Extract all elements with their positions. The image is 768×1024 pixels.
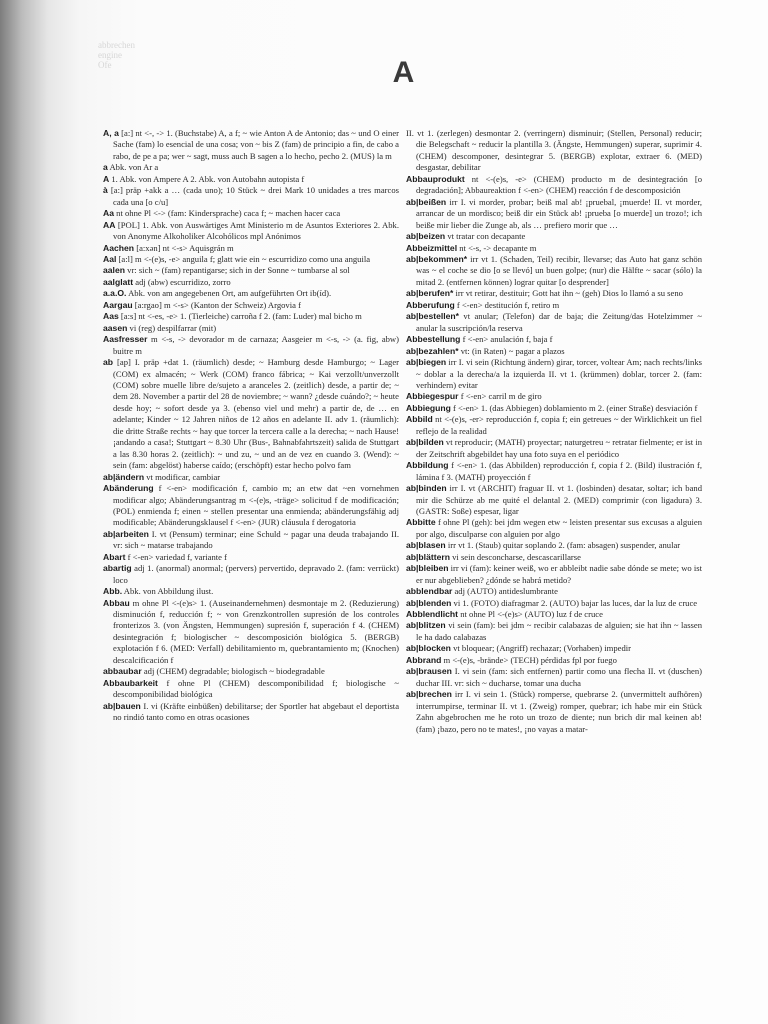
dictionary-entry [406,403,702,414]
dictionary-entry [406,243,702,254]
dictionary-entry [406,174,702,197]
entry-definition: adj 1. (anormal) anormal; (pervers) pervertido, depravado 2. (fam: verrückt) loco [113,563,399,585]
entry-headword: ab|blitzen [406,620,446,631]
entry-headword: ab|blocken [406,643,451,654]
dictionary-entry [103,598,399,667]
dictionary-entry [406,552,702,563]
entry-definition: vt: (in Raten) ~ pagar a plazos [460,345,565,356]
entry-headword: ab|bezahlen* [406,345,459,356]
dictionary-entry [103,174,399,185]
entry-headword: Aal [103,253,117,264]
entry-definition: I. vt (Pensum) terminar; eine Schuld ~ pagar una deuda trabajando II. vr: sich ~ matarse trabajando [113,528,399,551]
entry-headword: Abbiegung [406,402,451,413]
dictionary-entry [103,529,399,552]
entry-headword: Aa [103,208,114,219]
entry-headword: Abbestellung [406,334,461,345]
entry-definition: f <-en> variedad f, variante f [127,551,228,562]
entry-definition: nt ohne Pl <-(e)s> (AUTO) luz f de cruce [460,609,603,620]
dictionary-entry [103,701,399,724]
entry-definition: irr I. vt (ARCHIT) fraguar II. vt 1. (losbinden) desatar, soltar; ich band mir die Schürze ab me quité el delantal 2. (MED) comprimir (con ligadura) 3. (GASTR: Soße) espesar, ligar [416,483,702,516]
entry-definition: vt tratar con decapante [447,231,526,242]
entry-headword: Abb. [103,586,123,597]
entry-headword: ab|bauen [103,700,141,711]
entry-definition: nt ohne Pl <-> (fam: Kindersprache) caca f; ~ machen hacer caca [116,208,341,219]
dictionary-entry [406,437,702,460]
dictionary-entry [103,666,399,677]
entry-headword: ab|brechen [406,689,452,700]
entry-headword: Abblendlicht [406,609,459,620]
entry-definition: adj (AUTO) antideslumbrante [454,586,558,597]
dictionary-entry [103,220,399,243]
dictionary-entry [406,128,702,174]
entry-definition: [a:rgao] m <-s> (Kanton der Schweiz) Argovia f [134,299,301,310]
entry-definition: irr vi (fam): keiner weiß, wo er abbleibt nadie sabe dónde se mete; wo ist er nur abgeblieben? ¿dónde se habrá metido? [416,563,702,585]
entry-definition: vi 1. (FOTO) diafragmar 2. (AUTO) bajar las luces, dar la luz de cruce [453,597,698,608]
entry-headword: Abbitte [406,517,436,528]
entry-headword: A [103,173,110,184]
entry-definition: irr I. vi sein 1. (Stück) romperse, quebrarse 2. (unvermittelt aufhören) interrumpirse, terminar II. vt 1. (Zweig) romper, quebrar; ich habe mir ein Stück Zahn abgebrochen me he roto un trozo de diente; nun brich dir mal keinen ab! (fam) ¡bazo, pero no te mates!, ¡no vayas a matar- [416,689,702,734]
entry-headword: Abbeizmittel [406,242,458,253]
entry-headword: ab|beißen [406,196,447,207]
entry-headword: Abberufung [406,299,455,310]
left-column [103,128,399,724]
entry-definition: vt bloquear; (Angriff) rechazar; (Vorhaben) impedir [453,643,632,654]
entry-headword: ab|binden [406,483,447,494]
entry-headword: ab|berufen* [406,288,454,299]
entry-headword: abartig [103,563,132,574]
entry-headword: aalen [103,265,125,276]
dictionary-entry [103,185,399,208]
entry-definition: 1. Abk. von Ampere A 2. Abk. von Autobahn autopista f [111,173,305,184]
entry-headword: ab|blenden [406,597,452,608]
entry-definition: adj (CHEM) degradable; biologisch ~ biodegradable [143,666,325,677]
entry-headword: abblendbar [406,586,453,597]
entry-definition: I. vi (Kräfte einbüßen) debilitarse; der Sportler hat abgebaut el deportista no rindió tanto como en otras ocasiones [113,700,400,723]
section-letter-heading: A [392,56,416,89]
dictionary-entry [406,346,702,357]
entry-definition: vt anular; (Telefon) dar de baja; die Zeitung/das Hotelzimmer ~ anular la suscripción/la reserva [416,311,702,333]
entry-definition: [a:l] m <-(e)s, -e> anguila f; glatt wie ein ~ escurridizo como una anguila [118,253,371,264]
entry-headword: aasen [103,322,128,333]
bleed-through-text: abbrechen engine Ofe [98,40,135,70]
entry-definition: vt modificar, cambiar [146,471,221,482]
entry-definition: irr vt retirar, destituir; Gott hat ihn ~ (geh) Dios lo llamó a su seno [455,288,683,299]
dictionary-entry [406,586,702,597]
dictionary-entry [406,334,702,345]
entry-headword: aalglatt [103,276,134,287]
entry-headword: Aasfresser [103,334,148,345]
entry-headword: Abbrand [406,654,442,665]
entry-definition: [a:] präp +akk a … (cada uno); 10 Stück ~ drei Mark 10 unidades a tres marcos cada una [o c/u] [110,185,400,207]
entry-definition: Abk. von Ar a [109,162,159,173]
dictionary-entry [103,162,399,173]
right-column [406,128,702,735]
entry-headword: Abbauprodukt [406,173,465,184]
dictionary-entry [406,254,702,288]
dictionary-entry [103,311,399,322]
entry-definition: f <-en> anulación f, baja f [462,334,553,345]
dictionary-entry [406,300,702,311]
entry-definition: nt <-(e)s, -er> reproducción f, copia f; ein getreues ~ der Wirklichkeit un fiel reflejo de la realidad [416,414,703,436]
dictionary-entry [406,483,702,517]
entry-headword: Abbiegespur [406,391,459,402]
entry-definition: nt <-(e)s, -e> (CHEM) producto m de desintegración [o degradación]; Abbaureaktion f <-en> (CHEM) reacción f de descomposición [416,173,702,196]
entry-headword: Abbild [406,414,433,425]
dictionary-entry [103,586,399,597]
entry-headword: ab|arbeiten [103,528,149,539]
entry-definition: [a:xən] nt <-s> Aquisgrán m [136,242,234,253]
entry-headword: Abbaubarkeit [103,677,158,688]
entry-headword: ab|beizen [406,231,446,242]
dictionary-entry [406,563,702,586]
dictionary-entry [406,391,702,402]
dictionary-entry [406,655,702,666]
entry-headword: Aas [103,311,119,322]
entry-definition: Abk. von Abbildung ilust. [123,586,214,597]
entry-definition: vi sein (fam): bei jdm ~ recibir calabazas de alguien; sie hat ihn ~ lassen le ha dado calabazas [416,620,703,642]
dictionary-entry [406,666,702,689]
dictionary-entry [406,517,702,540]
entry-definition: I. vi sein (fam: sich entfernen) partir como una flecha II. vt (duschen) duchar III. vr: sich ~ ducharse, tomar una ducha [416,666,702,688]
dictionary-entry [406,620,702,643]
dictionary-entry [406,609,702,620]
entry-definition: f <-en> 1. (das Abbilden) reproducción f, copia f 2. (Bild) ilustración f, lámina f 3. (MATH) proyección f [416,460,702,482]
dictionary-entry [103,483,399,529]
entry-definition: vi (reg) despilfarrar (mit) [129,322,217,333]
entry-definition: irr vt 1. (Schaden, Teil) recibir, llevarse; das Auto hat ganz schön was ~ el coche se dio [o se llevó] un buen golpe; (nur) die Hälfte ~ sacar (sólo) la mitad 2. (entfernen können) lograr quitar [o desprender] [416,253,702,287]
entry-headword: ab [103,357,114,368]
dictionary-entry [406,231,702,242]
entry-definition: II. vt 1. (zerlegen) desmontar 2. (verringern) disminuir; (Stellen, Personal) reducir; die Belegschaft ~ reducir la plantilla 3. (Ängste, Hemmungen) superar, suprimir 4. (CHEM) descomponer, desintegrar 5. (BERGB) explotar, extraer 6. (MED) desgastar, debilitar [406,128,702,173]
entry-definition: irr I. vi morder, probar; beiß mal ab! ¡pruebal, ¡muerde! II. vt morder, arrancar de un mordisco; beiß dir ein Stück ab! ¡prueba [o muerde] un trozo!; ich beiße mir lieber die Zunge ab, als … prefiero morir que … [416,196,702,230]
entry-definition: [a:s] nt <-es, -e> 1. (Tierleiche) carroña f 2. (fam: Luder) mal bicho m [120,311,362,322]
dictionary-entry [103,472,399,483]
entry-headword: ab|bekommen* [406,253,468,264]
entry-definition: [POL] 1. Abk. von Auswärtiges Amt Ministerio m de Asuntos Exteriores 2. Abk. von Anonyme Alkoholiker Alcohólicos mpl Anónimos [113,219,399,242]
dictionary-entry [406,540,702,551]
entry-definition: m ohne Pl <-(e)s> 1. (Auseinandernehmen) desmontaje m 2. (Reduzierung) disminución f, reducción f; ~ von Grenzkontrollen supresión de los controles fronterizos 3. (von Ängsten, Hemmungen) supresión f, superación f 4. (CHEM) desintegración f; biologischer ~ descomposición biológica 5. (BERGB) explotación f 6. (MED: Verfall) debilitamiento m, quebrantamiento m; (Knochen) descalcificación f [113,597,399,665]
entry-definition: m <-s, -> devorador m de carnaza; Aasgeier m <-s, -> (a. fig, abw) buitre m [113,334,399,356]
entry-definition: f ohne Pl (CHEM) descomponibilidad f; biologische ~ descomponibilidad biológica [113,677,399,700]
entry-definition: f <-en> carril m de giro [460,391,542,402]
entry-definition: irr I. vi sein (Richtung ändern) girar, torcer, voltear Am; nach rechts/links ~ doblar a la derecha/a la izquierda II. vt 1. (krümmen) doblar, torcer 2. (fam: verhindern) evitar [416,357,702,390]
entry-definition: vt reproducir; (MATH) proyectar; naturgetreu ~ retratar fielmente; er ist in der Zeitschrift abgebildet hay una foto suya en el periódico [416,437,703,459]
entry-headword: a.a.O. [103,288,127,299]
entry-definition: [a:] nt <-, -> 1. (Buchstabe) A, a f; ~ wie Anton A de Antonio; das ~ und O einer Sache (fam) lo esencial de una cosa; von ~ bis Z (fam) de principio a fin, de cabo a rabo, de pe a pa; wer ~ sagt, muss auch B sagen a lo hecho, pecho 2. (MUS) la m [113,128,399,161]
entry-definition: [ap] I. präp +dat 1. (räumlich) desde; ~ Hamburg desde Hamburgo; ~ Lager (COM) ex almacén; ~ Werk (COM) franco fábrica; ~ Kai verzollt/unverzollt (COM) sobre muelle libre de/sujeto a aranceles 2. (zeitlich) desde, a partir de; ~ dem 28. November a partir del 28 de noviembre; ~ wann? ¿desde cuándo?; ~ heute desde hoy; ~ sofort desde ya 3. (ebenso viel und mehr) a partir de, de … en adelante; Kinder ~ 12 Jahren niños de 12 años en adelante II. adv 1. (räumlich): die dritte Straße rechts ~ hay que torcer la tercera calle a la derecha; ~ nach Hause! ¡andando a casa!; Stuttgart ~ 8.30 Uhr (Bus-, Bahnabfahrtszeit) salida de Stuttgart a las 8.30 horas 2. (zeitlich): ~ und zu, ~ und an de vez en cuando 3. (Wend): ~ sein (fam: abgelöst) haberse caído; (erschöpft) estar hecho polvo fam [113,357,399,471]
entry-definition: Abk. von am angegebenen Ort, am aufgeführten Ort ib(íd). [128,288,332,299]
entry-headword: ab|ändern [103,471,145,482]
entry-headword: ab|blättern [406,551,450,562]
entry-headword: Abart [103,551,126,562]
entry-definition: f <-en> destitución f, retiro m [456,299,560,310]
dictionary-entry [406,414,702,437]
entry-headword: ab|bestellen* [406,311,460,322]
dictionary-entry [406,311,702,334]
entry-headword: AA [103,219,116,230]
entry-headword: a [103,162,108,173]
entry-headword: abbaubar [103,666,142,677]
entry-headword: Aachen [103,242,135,253]
entry-headword: A, a [103,128,119,138]
dictionary-entry [103,254,399,265]
dictionary-entry [406,689,702,735]
dictionary-entry [406,643,702,654]
dictionary-entry [103,357,399,472]
dictionary-entry [103,334,399,357]
entry-headword: à [103,185,108,196]
entry-headword: Abbildung [406,460,449,471]
entry-definition: f <-en> 1. (das Abbiegen) doblamiento m 2. (einer Straße) desviación f [453,402,698,413]
dictionary-entry [406,288,702,299]
dictionary-entry [103,678,399,701]
entry-definition: vr: sich ~ (fam) repantigarse; sich in der Sonne ~ tumbarse al sol [127,265,350,276]
entry-definition: adj (abw) escurridizo, zorro [135,276,231,287]
dictionary-entry [103,563,399,586]
entry-headword: ab|bleiben [406,563,449,574]
entry-definition: f <-en> modificación f, cambio m; an etw dat ~en vornehmen modificar algo; Abänderungsantrag m <-(e)s, -träge> solicitud f de modificación; (POL) enmienda f; einen ~ stellen presentar una enmienda; abänderungsfähig adj modificable; Abänderungsklausel f <-en> (JUR) cláusula f derogatoria [113,483,399,528]
dictionary-entry [103,208,399,219]
dictionary-entry [406,460,702,483]
entry-headword: ab|biegen [406,357,447,368]
dictionary-entry [103,552,399,563]
entry-headword: Abbau [103,597,130,608]
entry-headword: ab|brausen [406,666,452,677]
dictionary-entry [103,277,399,288]
dictionary-entry [406,197,702,231]
entry-definition: m <-(e)s, -brände> (TECH) pérdidas fpl por fuego [443,654,617,665]
dictionary-entry [406,357,702,391]
dictionary-entry [103,323,399,334]
entry-headword: ab|bilden [406,437,444,448]
dictionary-entry [406,598,702,609]
dictionary-entry [103,128,399,162]
entry-definition: irr vt 1. (Staub) quitar soplando 2. (fam: absagen) suspender, anular [447,540,681,551]
entry-headword: Abänderung [103,483,154,494]
entry-headword: Aargau [103,299,133,310]
entry-definition: vi sein desconcharse, descascarillarse [452,551,581,562]
entry-definition: f ohne Pl (geh): bei jdm wegen etw ~ leisten presentar sus excusas a alguien por algo, disculparse con alguien por algo [416,517,702,539]
entry-headword: ab|blasen [406,540,446,551]
dictionary-entry [103,243,399,254]
dictionary-entry [103,300,399,311]
dictionary-entry [103,265,399,276]
entry-definition: nt <-s, -> decapante m [459,242,537,253]
dictionary-entry [103,288,399,299]
